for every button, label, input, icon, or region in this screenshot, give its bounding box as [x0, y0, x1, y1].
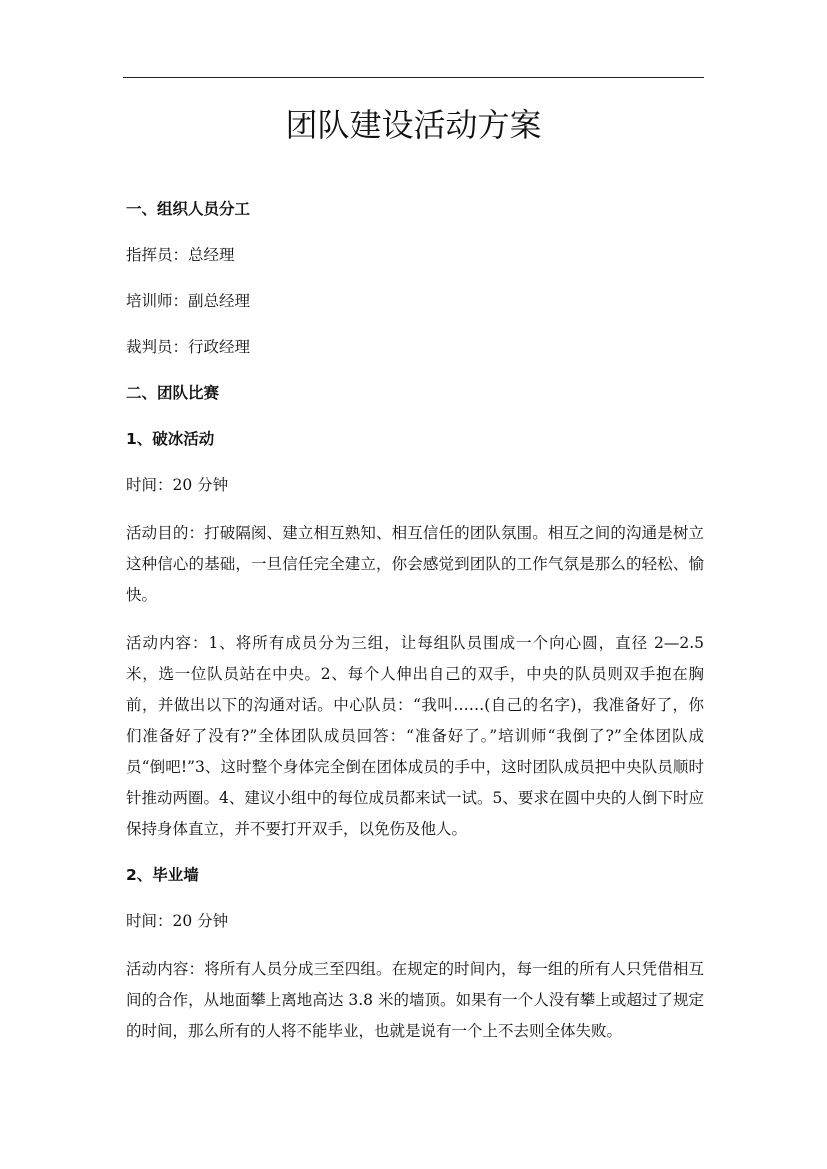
- role-trainer: [126, 288, 704, 315]
- document-body: [126, 196, 704, 1064]
- activity-content: 活动内容：将所有人员分成三至四组。在规定的时间内，每一组的所有人只凭借相互间的合作，从地面攀上离地高达 3.8 米的墙顶。如果有一个人没有攀上或超过了规定的时间，那么所有的人将不能毕业，也就是说有一个上不去则全体失败。: [126, 960, 704, 1040]
- role-referee: [126, 334, 704, 361]
- document-title: 团队建设活动方案: [285, 106, 542, 144]
- role-value: 总经理: [188, 246, 235, 264]
- section-heading-organization: 一、组织人员分工: [126, 200, 251, 218]
- header-rule: [123, 77, 704, 78]
- activity-time: 时间：20 分钟: [126, 476, 229, 494]
- role-value: 副总经理: [188, 292, 251, 310]
- role-commander: [126, 242, 704, 269]
- role-label: 裁判员：: [126, 338, 189, 356]
- activity-purpose: 活动目的：打破隔阂、建立相互熟知、相互信任的团队氛围。相互之间的沟通是树立这种信心的基础，一旦信任完全建立，你会感觉到团队的工作气氛是那么的轻松、愉快。: [126, 524, 704, 604]
- activity-time: 时间：20 分钟: [126, 912, 229, 930]
- activity-content: 活动内容：1、将所有成员分为三组，让每组队员围成一个向心圆，直径 2—2.5 米，选一位队员站在中央。2、每个人伸出自己的双手，中央的队员则双手抱在胸前，并做出以下的沟通对话。中心队员：“我叫……(自己的名字)，我准备好了，你们准备好了没有?”全体团队成员回答：“准备好了。”培训师“我倒了?”全体团队成员“倒吧!”3、这时整个身体完全倒在团体成员的手中，这时团队成员把中央队员顺时针推动两圈。4、建议小组中的每位成员都来试一试。5、要求在圆中央的人倒下时应保持身体直立，并不要打开双手，以免伤及他人。: [126, 634, 704, 838]
- role-value: 行政经理: [188, 338, 251, 356]
- section-heading-competition: 二、团队比赛: [126, 384, 220, 402]
- activity-heading-icebreaker: 1、破冰活动: [126, 430, 215, 448]
- role-label: 指挥员：: [126, 246, 189, 264]
- role-label: 培训师：: [126, 292, 189, 310]
- activity-heading-graduation-wall: 2、毕业墙: [126, 866, 199, 884]
